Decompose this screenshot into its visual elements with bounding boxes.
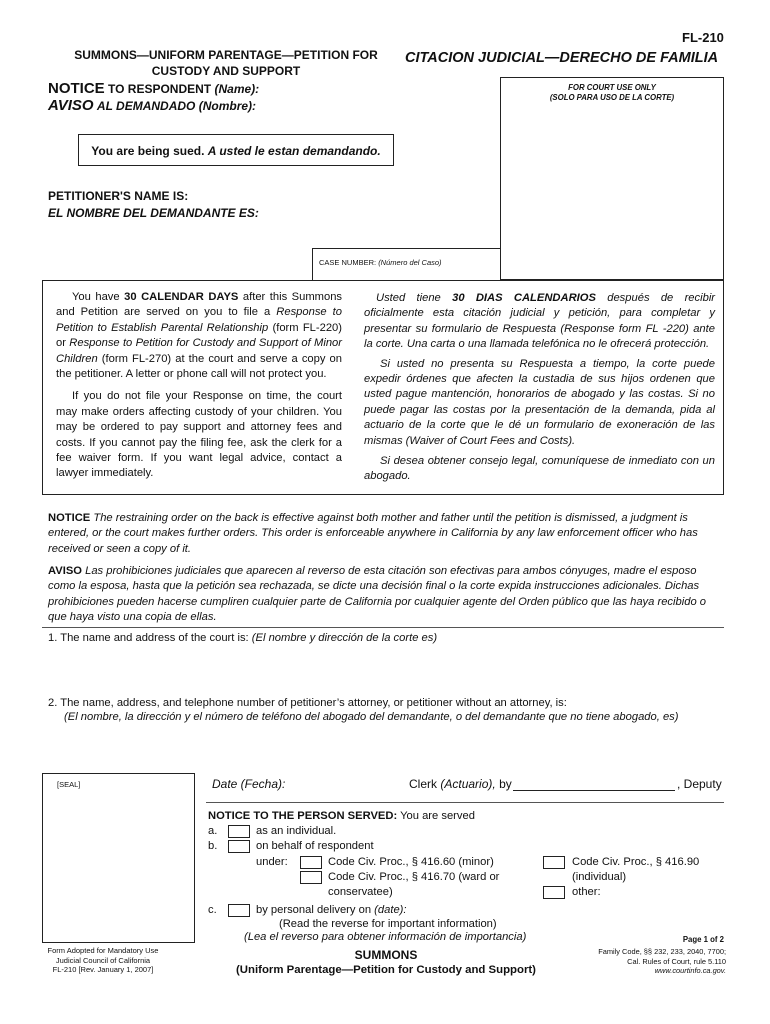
instructions-english-p2: If you do not file your Response on time, the court may make orders affecting custody of your children. You may be ordered to pay support and attorney fees and costs. If you cannot pay the filing fee, ask the clerk for a fee waiver form. If you want legal advice, contact a lawyer immediately. — [56, 390, 342, 480]
code-416-70-label-cont: conservatee) — [328, 886, 393, 898]
sued-notice-box: You are being sued. A usted le estan demandando. — [78, 134, 394, 166]
code-416-90-label-cont: (individual) — [572, 871, 627, 883]
form-title-english: SUMMONS—UNIFORM PARENTAGE—PETITION FOR CUSTODY AND SUPPORT — [74, 48, 378, 78]
code-416-70-label: Code Civ. Proc., § 416.70 (ward or — [328, 871, 500, 883]
read-reverse-note: (Read the reverse for important information) — [279, 918, 497, 930]
code-416-90-checkbox[interactable] — [543, 856, 565, 869]
served-individual-label: as an individual. — [256, 825, 337, 837]
court-use-label: FOR COURT USE ONLY — [568, 83, 656, 92]
instructions-spanish-p3: Si desea obtener consejo legal, comuníquese de inmediato con un abogado. — [364, 455, 715, 483]
footer-legal-refs: Family Code, §§ 232, 233, 2040, 7700; Cal. Rules of Court, rule 5.110 www.courtinfo.ca.gov. — [598, 947, 726, 976]
form-title-spanish: CITACION JUDICIAL—DERECHO DE FAMILIA — [405, 50, 719, 66]
clerk-label: Clerk (Actuario), by — [409, 777, 512, 791]
deputy-label: , Deputy — [677, 777, 722, 791]
court-use-label-es: (SOLO PARA USO DE LA CORTE) — [549, 93, 675, 102]
code-416-70-checkbox[interactable] — [300, 871, 322, 884]
seal-box — [42, 773, 195, 943]
attorney-info-label: 2. The name, address, and telephone number of petitioner’s attorney, or petitioner without an attorney, is: — [48, 697, 567, 709]
case-number-label: CASE NUMBER: (Número del Caso) — [319, 258, 442, 267]
notice-to-respondent: NOTICE TO RESPONDENT (Name): — [48, 80, 260, 97]
deputy-signature-field[interactable] — [513, 790, 675, 791]
footer-subtitle: (Uniform Parentage—Petition for Custody and Support) — [236, 964, 536, 976]
read-reverse-note-es: (Lea el reverso para obtener información de importancia) — [244, 931, 527, 943]
served-behalf-label: on behalf of respondent — [256, 840, 374, 852]
served-individual-checkbox[interactable] — [228, 825, 250, 838]
divider — [42, 627, 724, 628]
petitioner-name-label: PETITIONER'S NAME IS: — [48, 189, 189, 203]
page-number: Page 1 of 2 — [682, 935, 724, 944]
code-416-90-label: Code Civ. Proc., § 416.90 — [572, 856, 700, 868]
served-behalf-checkbox[interactable] — [228, 840, 250, 853]
instructions-spanish-p1: Usted tiene 30 DIAS CALENDARIOS después de recibir oficialmente esta citación judicial y petición, para completar y presentar su formulario de Respuesta (Response form FL -220) ante la corte. Una carta o una llamada telefónica no le ofrecerá protección. — [364, 292, 716, 351]
served-option-b: b. — [208, 840, 218, 852]
code-416-60-checkbox[interactable] — [300, 856, 322, 869]
personal-delivery-label: by personal delivery on (date): — [256, 904, 407, 916]
seal-label: [SEAL] — [57, 780, 81, 789]
case-number-box[interactable] — [312, 248, 501, 280]
instructions-spanish-p2: Si usted no presenta su Respuesta a tiempo, la corte puede expedir órdenes que afecten la custadia de sus hijos ordenen que usted pague mantención, honorarios de abogado y las costas. Si no puede pagar las costas por la presentación de la demanda, pida al actuario de la corte que le dé un formulario de exoneración de las mismas (Waiver of Court Fees and Costs). — [364, 357, 715, 447]
code-416-60-label: Code Civ. Proc., § 416.60 (minor) — [328, 856, 494, 868]
other-label: other: — [572, 886, 601, 898]
instructions-english — [56, 290, 342, 482]
under-label: under: — [256, 856, 288, 868]
aviso-al-demandado: AVISO AL DEMANDADO (Nombre): — [48, 97, 257, 114]
attorney-info-field[interactable] — [60, 726, 720, 766]
attorney-info-label-es: (El nombre, la dirección y el número de teléfono del abogado del demandante, o del demandante que no tiene abogado, es) — [64, 711, 679, 723]
court-name-address-label: 1. The name and address of the court is: (El nombre y dirección de la corte es) — [48, 632, 438, 644]
served-option-c: c. — [208, 904, 217, 916]
petitioner-name-label-es: EL NOMBRE DEL DEMANDANTE ES: — [48, 206, 259, 220]
footer-title: SUMMONS — [354, 948, 418, 962]
served-option-a: a. — [208, 825, 218, 837]
instructions-english-p1: You have 30 CALENDAR DAYS after this Summons and Petition are served on you to file a Response to Petition to Establish Parental Relationship (form FL-220) or Response to Petition for Custody and Support of Minor Children (form FL-270) at the court and serve a copy on the petitioner. A letter or phone call will not protect you. — [56, 291, 343, 381]
date-label: Date (Fecha): — [212, 777, 286, 791]
restraining-order-aviso: AVISO Las prohibiciones judiciales que aparecen al reverso de esta citación son efectivas para ambos cónyuges, madre el esposo como la esposa, hasta que la petición sea rechazada, se dicte una decisión final o la corte expida instrucciones adicionales. Dichas prohibiciones pueden hacerse cumpliren cualquier parte de California por cualquier agente del Orden público que las haya recibido o que haya visto una copia de ellas. — [48, 565, 706, 624]
other-checkbox[interactable] — [543, 886, 565, 899]
court-use-box[interactable] — [500, 77, 724, 280]
court-name-address-field[interactable] — [60, 648, 720, 690]
form-number: FL-210 — [682, 30, 724, 45]
served-divider — [206, 802, 724, 803]
person-served-title: NOTICE TO THE PERSON SERVED: You are served — [208, 810, 475, 822]
instructions-spanish — [364, 291, 715, 485]
restraining-order-notice: NOTICE The restraining order on the back is effective against both mother and father until the petition is dismissed, a judgment is entered, or the court makes further orders. This order is enforceable anywhere in California by any law enforcement officer who has received or seen a copy of it. — [48, 512, 698, 555]
personal-delivery-checkbox[interactable] — [228, 904, 250, 917]
footer-form-adoption: Form Adopted for Mandatory Use Judicial Council of California FL-210 [Rev. January 1, 2007] — [47, 946, 159, 974]
